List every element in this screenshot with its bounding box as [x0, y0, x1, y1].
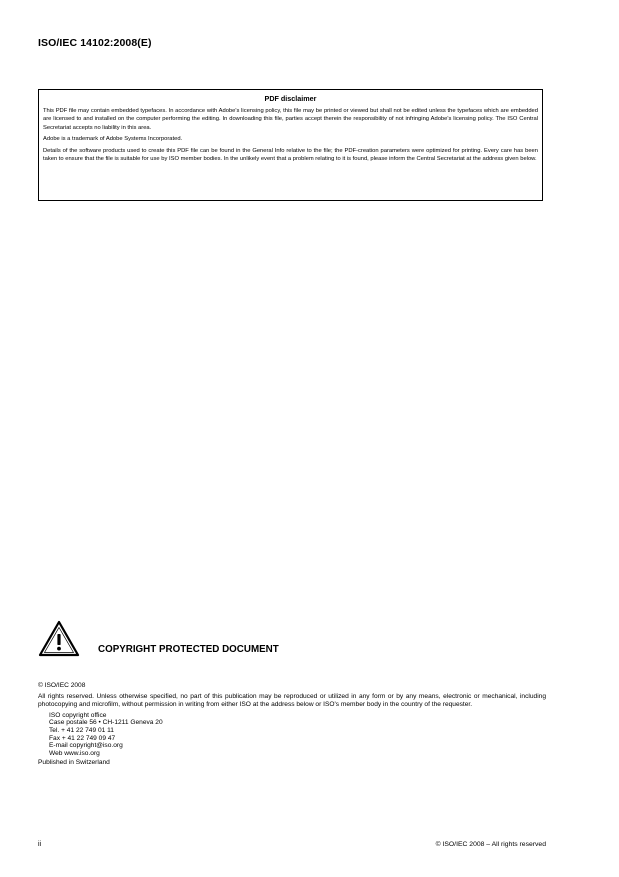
address-line: Tel. + 41 22 749 01 11 [49, 726, 114, 734]
copyright-heading: COPYRIGHT PROTECTED DOCUMENT [98, 644, 279, 655]
address-line: Web www.iso.org [49, 749, 100, 757]
footer-rights: © ISO/IEC 2008 – All rights reserved [435, 841, 546, 848]
address-line: Case postale 56 • CH-1211 Geneva 20 [49, 719, 163, 727]
published-location: Published in Switzerland [38, 759, 110, 767]
disclaimer-paragraph: This PDF file may contain embedded typefaces. In accordance with Adobe's licensing policy, this file may be printed or viewed but shall not be edited unless the typefaces which are embedded are licensed to and installed on the computer performing the editing. In downloading this file, parties accept therein the responsibility of not infringing Adobe's licensing policy. The ISO Central Secretariat accepts no liability in this area. [43, 108, 538, 131]
copyright-notice: © ISO/IEC 2008 [38, 682, 86, 689]
pdf-disclaimer-box [38, 89, 543, 201]
copyright-block [38, 682, 546, 768]
disclaimer-paragraph: Details of the software products used to create this PDF file can be found in the General Info relative to the file; the PDF-creation parameters were optimized for printing. Every care has been taken to ensure that the file is suitable for use by ISO member bodies. In the unlikely event that a problem relating to it is found, please inform the Central Secretariat at the address given below. [43, 148, 538, 163]
disclaimer-paragraph: Adobe is a trademark of Adobe Systems Incorporated. [43, 136, 183, 143]
address-line: E-mail copyright@iso.org [49, 742, 123, 750]
rights-text: All rights reserved. Unless otherwise specified, no part of this publication may be reproduced or utilized in any form or by any means, electronic or mechanical, including photocopying and microfilm, without permission in writing from either ISO at the address below or ISO's member body in the country of the requester. [38, 692, 546, 709]
page-number: ii [38, 841, 42, 848]
copyright-office-address [38, 712, 546, 758]
address-line: Fax + 41 22 749 09 47 [49, 734, 116, 742]
document-id: ISO/IEC 14102:2008(E) [38, 37, 152, 49]
warning-triangle-icon [38, 620, 80, 658]
disclaimer-title: PDF disclaimer [264, 94, 317, 103]
address-line: ISO copyright office [49, 711, 107, 719]
